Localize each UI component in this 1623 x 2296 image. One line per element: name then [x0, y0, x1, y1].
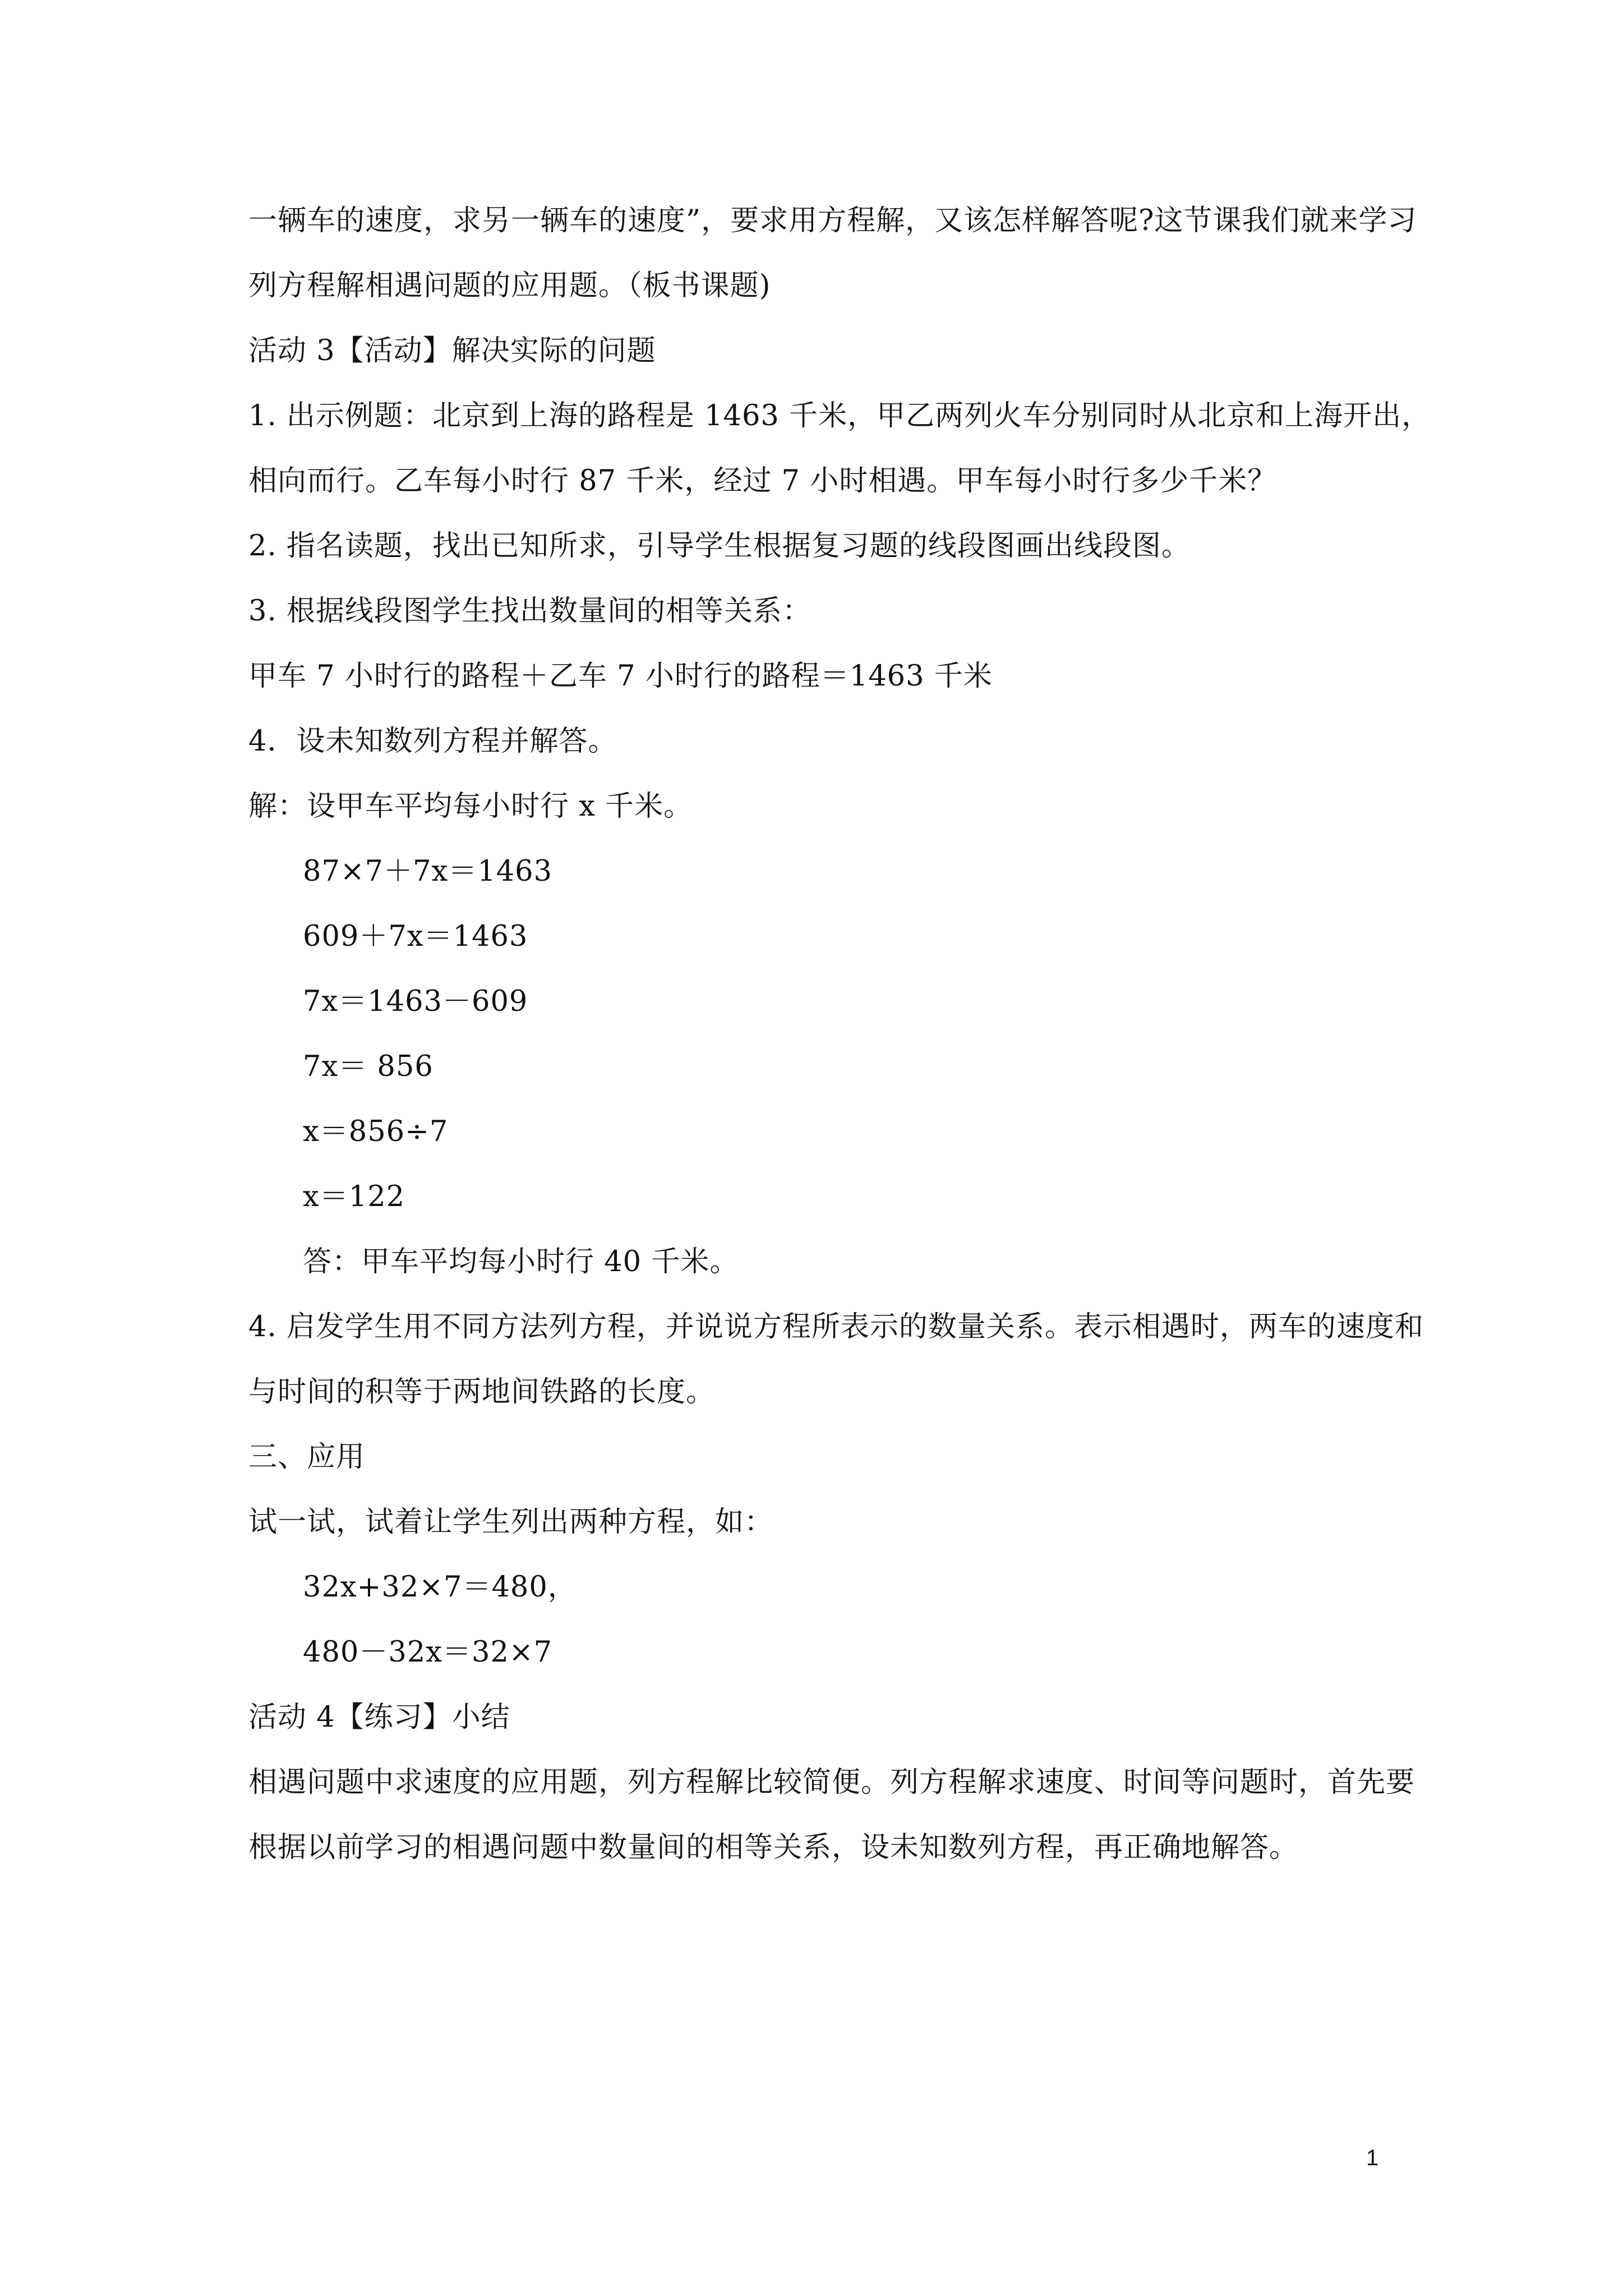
document-body: [248, 188, 1431, 1880]
equation-line: 7x＝ 856: [303, 1050, 434, 1083]
equation-line: 32x+32×7＝480，: [303, 1571, 577, 1604]
text-line: 4. 启发学生用不同方法列方程，并说说方程所表示的数量关系。表示相遇时，两车的速度和: [248, 1310, 1424, 1343]
text-line: 1. 出示例题：北京到上海的路程是 1463 千米，甲乙两列火车分别同时从北京和上海开出，: [248, 399, 1431, 432]
equation-line: 480－32x＝32×7: [303, 1636, 553, 1669]
equation-line: 答：甲车平均每小时行 40 千米。: [303, 1245, 739, 1278]
text-line: 活动 3【活动】解决实际的问题: [248, 334, 656, 367]
text-line: 相遇问题中求速度的应用题，列方程解比较简便。列方程解求速度、时间等问题时，首先要: [248, 1766, 1415, 1799]
text-line: 4．设未知数列方程并解答。: [248, 725, 617, 758]
text-line: 一辆车的速度，求另一辆车的速度”，要求用方程解，又该怎样解答呢?这节课我们就来学习: [248, 204, 1417, 237]
text-line: 解：设甲车平均每小时行 x 千米。: [248, 790, 693, 823]
text-line: 根据以前学习的相遇问题中数量间的相等关系，设未知数列方程，再正确地解答。: [248, 1831, 1299, 1864]
equation-line: 87×7＋7x＝1463: [303, 855, 553, 888]
text-line: 3. 根据线段图学生找出数量间的相等关系：: [248, 595, 811, 628]
equation-line: x＝122: [303, 1180, 405, 1213]
text-line: 三、应用: [248, 1441, 366, 1474]
text-line: 相向而行。乙车每小时行 87 千米，经过 7 小时相遇。甲车每小时行多少千米？: [248, 464, 1277, 498]
text-line: 甲车 7 小时行的路程＋乙车 7 小时行的路程＝1463 千米: [248, 660, 993, 693]
equation-line: 609＋7x＝1463: [303, 920, 528, 953]
text-line: 活动 4【练习】小结: [248, 1701, 510, 1734]
text-line: 列方程解相遇问题的应用题。（板书课题): [248, 269, 771, 302]
equation-line: 7x＝1463－609: [303, 985, 528, 1018]
page-number: 1: [1366, 2146, 1379, 2170]
text-line: 与时间的积等于两地间铁路的长度。: [248, 1375, 716, 1409]
text-line: 2. 指名读题，找出已知所求，引导学生根据复习题的线段图画出线段图。: [248, 530, 1191, 563]
equation-line: x＝856÷7: [303, 1115, 449, 1148]
text-line: 试一试，试着让学生列出两种方程，如：: [248, 1506, 774, 1539]
